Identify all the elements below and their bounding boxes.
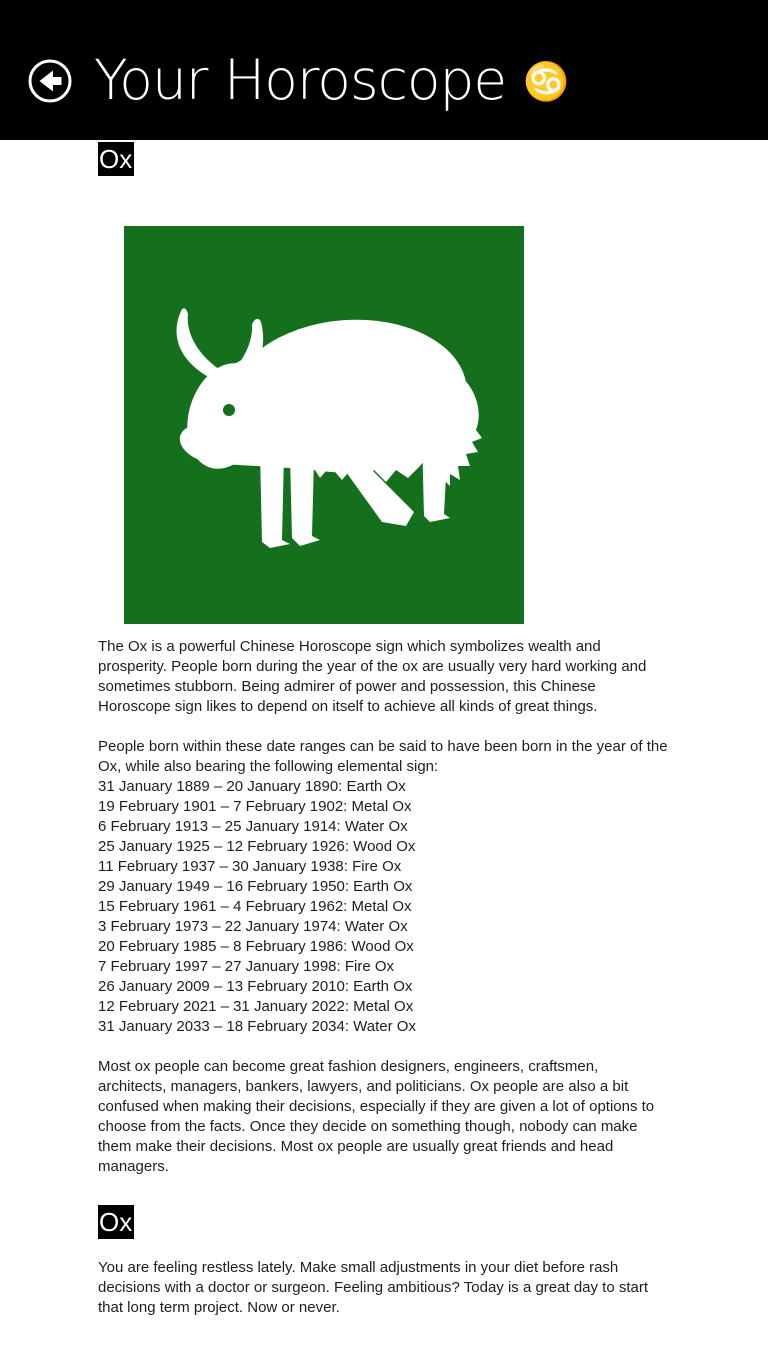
sign-badge: Ox (99, 144, 133, 174)
back-arrow-icon (27, 58, 73, 104)
date-range-item: 6 February 1913 – 25 January 1914: Water Ox (98, 818, 408, 835)
daily-horoscope-paragraph: You are feeling restless lately. Make small adjustments in your diet before rash decisions with a doctor or surgeon. Feeling ambitious? Today is a great day to start that long term project. Now or never. (98, 1259, 649, 1316)
page-title: Your Horoscope (94, 48, 507, 112)
cancer-zodiac-icon: ♋ (523, 61, 570, 102)
date-range-item: 20 February 1985 – 8 February 1986: Wood Ox (98, 938, 414, 955)
date-range-item: 26 January 2009 – 13 February 2010: Earth Ox (98, 978, 413, 995)
date-range-item: 7 February 1997 – 27 January 1998: Fire Ox (98, 958, 395, 975)
ox-silhouette-icon (124, 226, 524, 624)
date-range-item: 11 February 1937 – 30 January 1938: Fire Ox (98, 858, 402, 875)
content (98, 142, 668, 1318)
daily-badge: Ox (99, 1207, 133, 1237)
date-range-item: 29 January 1949 – 16 February 1950: Earth Ox (98, 878, 413, 895)
date-range-item: 15 February 1961 – 4 February 1962: Metal Ox (98, 898, 412, 915)
careers-paragraph: Most ox people can become great fashion designers, engineers, craftsmen, architects, managers, bankers, lawyers, and politicians. Ox people are also a bit confused when making their decisions, especially if they are given a lot of options to choose from the facts. Once they decide on something though, nobody can make them make their decisions. Most ox people are usually great friends and head managers. (98, 1058, 655, 1175)
date-range-item: 31 January 2033 – 18 February 2034: Water Ox (98, 1018, 416, 1035)
header-title-row (94, 44, 569, 116)
app-header (0, 0, 768, 140)
date-range-item: 31 January 1889 – 20 January 1890: Earth Ox (98, 778, 406, 795)
back-button[interactable] (27, 58, 73, 104)
date-range-item: 12 February 2021 – 31 January 2022: Metal Ox (98, 998, 414, 1015)
ox-illustration (124, 226, 524, 624)
date-ranges-block (98, 737, 668, 1037)
date-ranges-intro: People born within these date ranges can be said to have been born in the year of the Ox, while also bearing the following elemental sign: (98, 738, 668, 775)
date-range-item: 19 February 1901 – 7 February 1902: Metal Ox (98, 798, 412, 815)
date-range-list (98, 777, 668, 1037)
intro-paragraph: The Ox is a powerful Chinese Horoscope sign which symbolizes wealth and prosperity. People born during the year of the ox are usually very hard working and sometimes stubborn. Being admirer of power and possession, this Chinese Horoscope sign likes to depend on itself to achieve all kinds of great things. (98, 638, 647, 715)
date-range-item: 25 January 1925 – 12 February 1926: Wood Ox (98, 838, 416, 855)
date-range-item: 3 February 1973 – 22 January 1974: Water Ox (98, 918, 408, 935)
